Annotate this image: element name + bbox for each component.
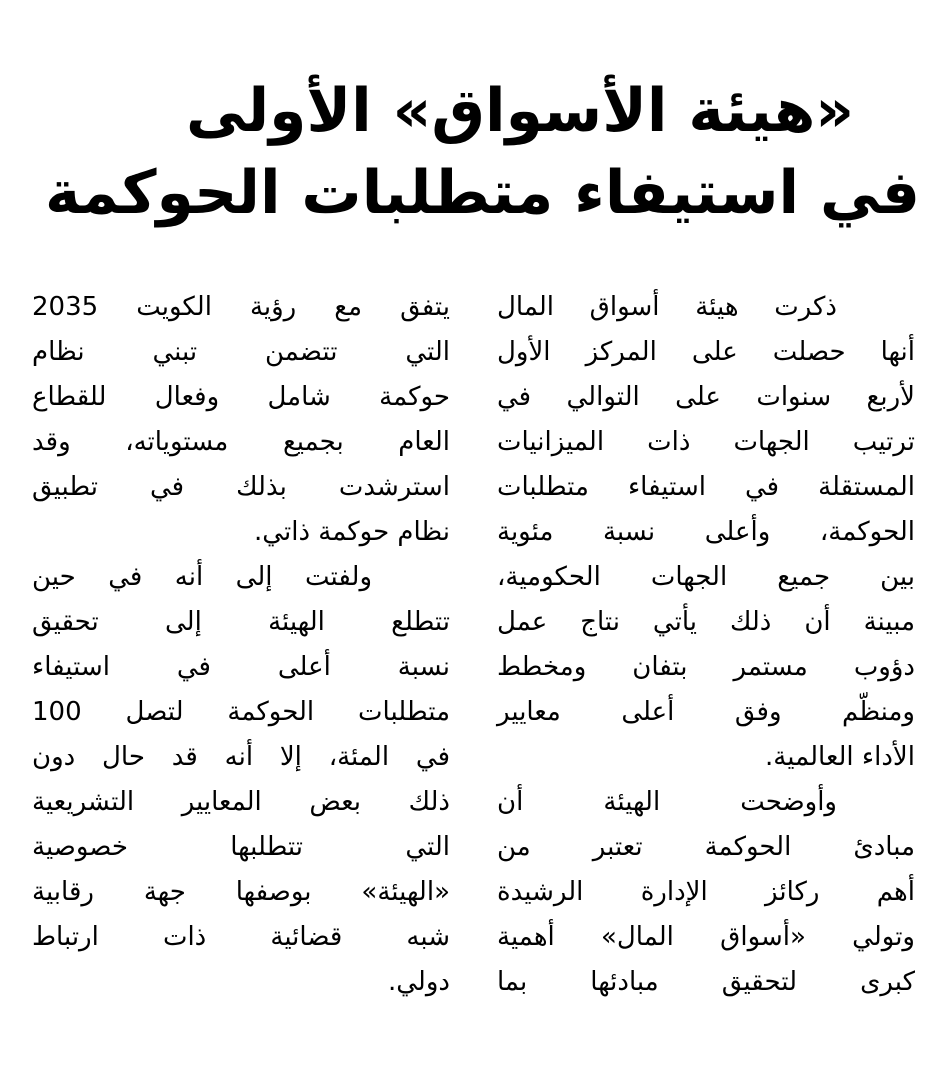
article-column-right	[497, 285, 915, 1005]
text-line: أهم ركائز الإدارة الرشيدة	[497, 877, 915, 907]
text-line: يتفق مع رؤية الكويت 2035	[32, 292, 450, 322]
text-line: ترتيب الجهات ذات الميزانيات	[497, 427, 915, 457]
paragraph	[32, 285, 450, 555]
headline-line-1: «هيئة الأسواق» الأولى	[185, 76, 855, 146]
text-line: دولي.	[388, 967, 450, 997]
text-line: في المئة، إلا أنه قد حال دون	[32, 742, 450, 772]
article-headline	[45, 70, 920, 234]
text-line: متطلبات الحوكمة لتصل 100	[32, 697, 450, 727]
text-line: الأداء العالمية.	[765, 742, 915, 772]
paragraph	[32, 555, 450, 1005]
text-line: ومنظّم وفق أعلى معايير	[497, 697, 915, 727]
paragraph	[497, 285, 915, 780]
text-line: حوكمة شامل وفعال للقطاع	[32, 382, 450, 412]
text-line: كبرى لتحقيق مبادئها بما	[497, 967, 915, 997]
text-line: شبه قضائية ذات ارتباط	[32, 922, 450, 952]
text-line: نظام حوكمة ذاتي.	[254, 517, 450, 547]
text-line: ذكرت هيئة أسواق المال	[497, 292, 837, 322]
text-line: أنها حصلت على المركز الأول	[497, 337, 915, 367]
text-line: وتولي «أسواق المال» أهمية	[497, 922, 915, 952]
text-line: نسبة أعلى في استيفاء	[32, 652, 450, 682]
text-line: «الهيئة» بوصفها جهة رقابية	[32, 877, 450, 907]
text-line: التي تتضمن تبني نظام	[32, 337, 450, 367]
text-line: دؤوب مستمر بتفان ومخطط	[497, 652, 915, 682]
headline-line-2: في استيفاء متطلبات الحوكمة	[45, 158, 920, 228]
paragraph	[497, 780, 915, 1005]
article-column-left	[32, 285, 450, 1005]
text-line: استرشدت بذلك في تطبيق	[32, 472, 450, 502]
text-line: العام بجميع مستوياته، وقد	[32, 427, 450, 457]
text-line: التي تتطلبها خصوصية	[32, 832, 450, 862]
text-line: تتطلع الهيئة إلى تحقيق	[32, 607, 450, 637]
text-line: وأوضحت الهيئة أن	[497, 787, 837, 817]
text-line: لأربع سنوات على التوالي في	[497, 382, 915, 412]
text-line: الحوكمة، وأعلى نسبة مئوية	[497, 517, 915, 547]
text-line: بين جميع الجهات الحكومية،	[497, 562, 915, 592]
text-line: ولفتت إلى أنه في حين	[32, 562, 372, 592]
text-line: مبينة أن ذلك يأتي نتاج عمل	[497, 607, 915, 637]
text-line: مبادئ الحوكمة تعتبر من	[497, 832, 915, 862]
text-line: ذلك بعض المعايير التشريعية	[32, 787, 450, 817]
text-line: المستقلة في استيفاء متطلبات	[497, 472, 915, 502]
